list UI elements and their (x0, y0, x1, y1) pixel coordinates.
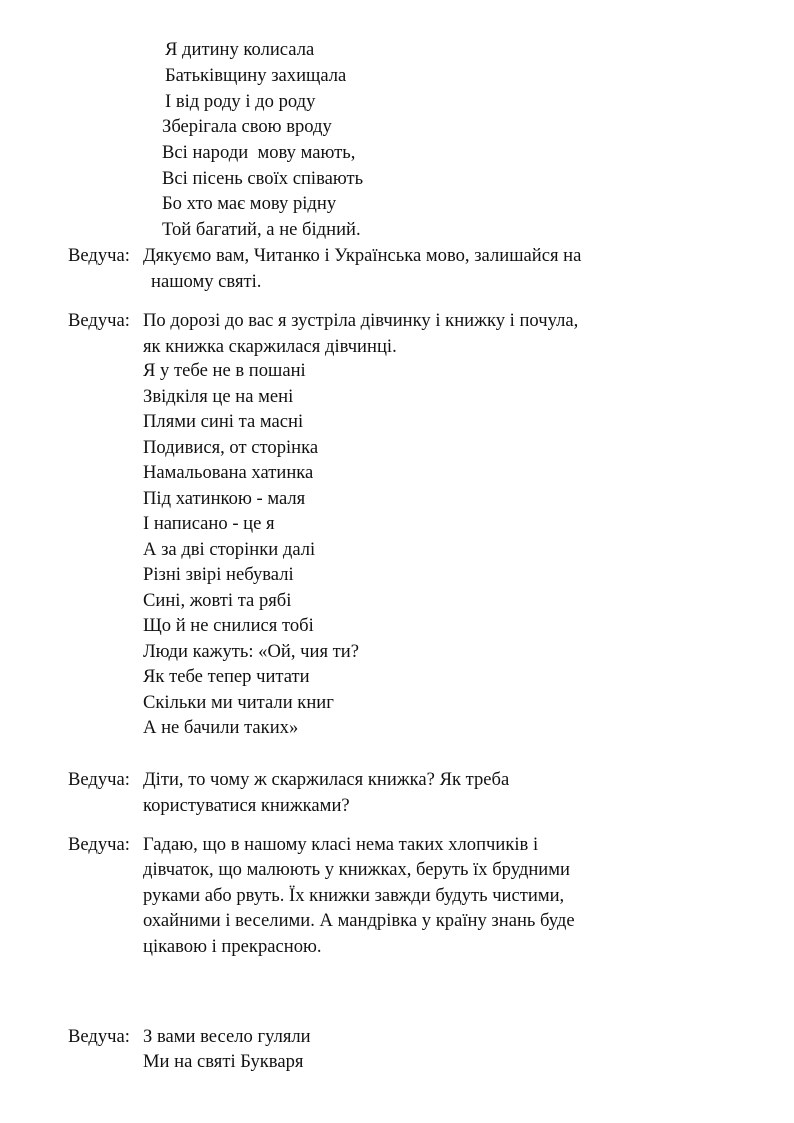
poem-line: Зберігала свою вроду (162, 116, 332, 137)
speech-line: охайними і веселими. А мандрівка у країну знань буде (143, 910, 575, 931)
speaker-label: Ведуча: (68, 1026, 130, 1047)
poem-line: Звідкіля це на мені (143, 386, 294, 407)
speech-line: як книжка скаржилася дівчинці. (143, 336, 397, 357)
poem-line: Намальована хатинка (143, 462, 314, 483)
poem-line: Під хатинкою - маля (143, 488, 306, 509)
speech-line: По дорозі до вас я зустріла дівчинку і книжку і почула, (143, 310, 579, 331)
poem-line: Батьківщину захищала (165, 65, 347, 86)
poem-line: І написано - це я (143, 513, 275, 534)
speech-line: нашому святі. (151, 271, 262, 292)
speech-line: Гадаю, що в нашому класі нема таких хлопчиків і (143, 834, 539, 855)
speaker-label: Ведуча: (68, 310, 130, 331)
poem-line: Подивися, от сторінка (143, 437, 319, 458)
speech-line: Діти, то чому ж скаржилася книжка? Як треба (143, 769, 510, 790)
poem-line: Той багатий, а не бідний. (162, 219, 361, 240)
poem-line: А за дві сторінки далі (143, 539, 316, 560)
poem-line: Я у тебе не в пошані (143, 360, 306, 381)
poem-line: Всі народи мову мають, (162, 142, 356, 163)
speech-line: дівчаток, що малюють у книжках, беруть їх брудними (143, 859, 570, 880)
poem-line: Різні звірі небувалі (143, 564, 294, 585)
speech-line: З вами весело гуляли (143, 1026, 311, 1047)
poem-line: Сині, жовті та рябі (143, 590, 292, 611)
poem-line: Як тебе тепер читати (143, 666, 310, 687)
poem-line: Скільки ми читали книг (143, 692, 334, 713)
speaker-label: Ведуча: (68, 769, 130, 790)
poem-line: Що й не снилися тобі (143, 615, 314, 636)
poem-line: Бо хто має мову рідну (162, 193, 337, 214)
speech-line: Дякуємо вам, Читанко і Українська мово, залишайся на (143, 245, 582, 266)
poem-line: Плями сині та масні (143, 411, 304, 432)
speech-line: користуватися книжками? (143, 795, 350, 816)
speech-line: Ми на святі Букваря (143, 1051, 304, 1072)
poem-line: А не бачили таких» (143, 717, 299, 738)
poem-line: І від роду і до роду (165, 91, 316, 112)
speech-line: цікавою і прекрасною. (143, 936, 322, 957)
speaker-label: Ведуча: (68, 834, 130, 855)
speaker-label: Ведуча: (68, 245, 130, 266)
poem-line: Я дитину колисала (165, 39, 315, 60)
poem-line: Люди кажуть: «Ой, чия ти? (143, 641, 359, 662)
poem-line: Всі пісень своїх співають (162, 168, 364, 189)
speech-line: руками або рвуть. Їх книжки завжди будуть чистими, (143, 885, 565, 906)
